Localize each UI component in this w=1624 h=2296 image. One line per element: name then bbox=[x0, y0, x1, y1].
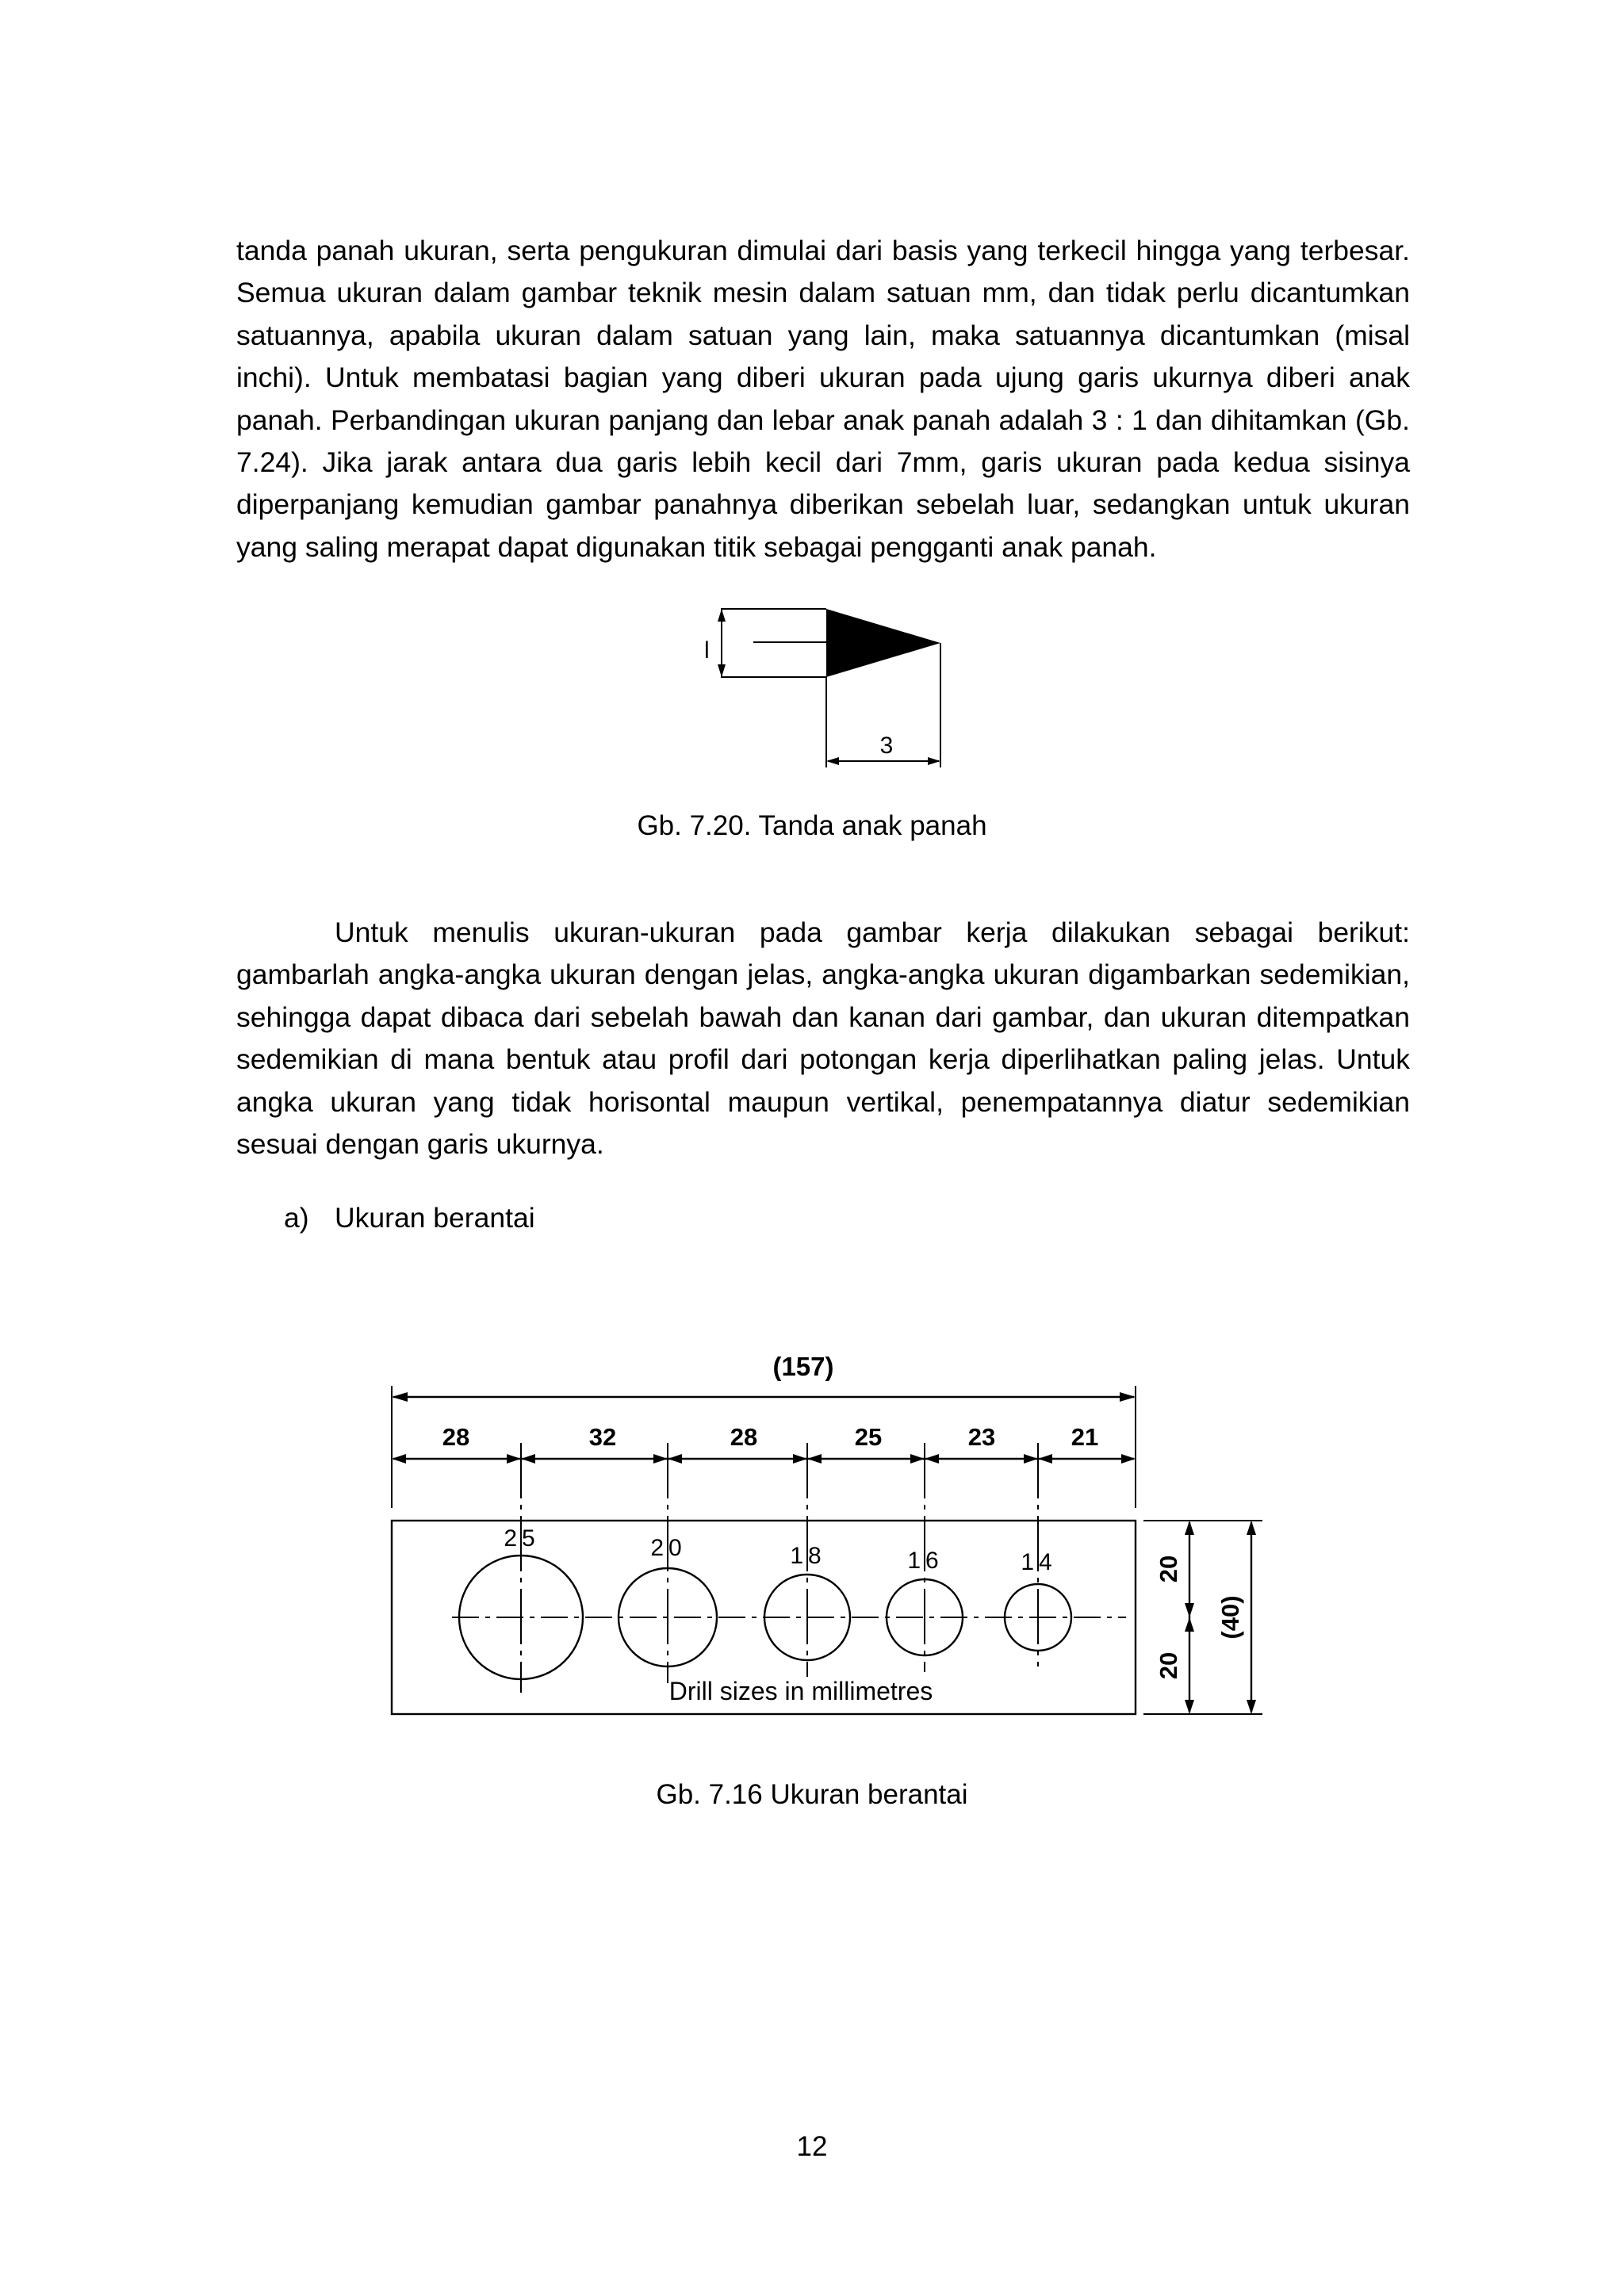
list-item-chain-dimension bbox=[284, 1199, 535, 1237]
hole-diameter-label: 16 bbox=[907, 1548, 944, 1574]
overall-arrow-left bbox=[392, 1392, 408, 1402]
length-arrow-right bbox=[928, 757, 940, 765]
height-arrow bbox=[1185, 1700, 1194, 1714]
overall-height-label: (40) bbox=[1216, 1595, 1244, 1640]
chain-arrow bbox=[1024, 1454, 1038, 1464]
height-dimension-label: 20 bbox=[1155, 1651, 1182, 1680]
chain-arrow bbox=[793, 1454, 807, 1464]
chain-arrow bbox=[807, 1454, 822, 1464]
chain-arrow bbox=[653, 1454, 668, 1464]
chain-dimension-label: 28 bbox=[730, 1423, 758, 1451]
overall-height-arrow bbox=[1247, 1521, 1256, 1535]
list-item-text: Ukuran berantai bbox=[335, 1202, 535, 1234]
width-label: l bbox=[704, 637, 710, 664]
chain-dimension-label: 21 bbox=[1071, 1423, 1099, 1451]
width-arrow-bottom bbox=[718, 664, 726, 677]
chain-arrow bbox=[668, 1454, 682, 1464]
hole-diameter-label: 25 bbox=[504, 1525, 540, 1552]
chain-dimension-label: 23 bbox=[967, 1423, 996, 1451]
chain-arrow bbox=[1038, 1454, 1052, 1464]
chain-dimension-figure bbox=[381, 1340, 1269, 1720]
figure-caption-arrow: Gb. 7.20. Tanda anak panah bbox=[637, 810, 987, 841]
overall-arrow-right bbox=[1120, 1392, 1136, 1402]
chain-dimension-label: 25 bbox=[854, 1423, 883, 1451]
width-arrow-top bbox=[718, 609, 726, 622]
overall-height-arrow bbox=[1247, 1700, 1256, 1714]
arrow-proportion-figure bbox=[682, 595, 952, 777]
chain-arrow bbox=[521, 1454, 535, 1464]
length-arrow-left bbox=[826, 757, 839, 765]
list-marker: a) bbox=[284, 1202, 309, 1234]
chain-arrow bbox=[925, 1454, 939, 1464]
chain-arrow bbox=[1121, 1454, 1136, 1464]
paragraph-writing-dimensions: Untuk menulis ukuran-ukuran pada gambar kerja dilakukan sebagai berikut: gambarlah angka-angka ukuran dengan jelas, angka-angka ukuran digambarkan sedemikian, sehingga dapat dibaca dari sebelah bawah dan kanan dari gambar, dan ukuran ditempatkan sedemikian di mana bentuk atau profil dari potongan kerja diperlihatkan paling jelas. Untuk angka ukuran yang tidak horisontal maupun vertikal, penempatannya diatur sedemikian sesuai dengan garis ukurnya. bbox=[236, 916, 1410, 1161]
chain-arrow bbox=[392, 1454, 406, 1464]
height-arrow bbox=[1185, 1603, 1194, 1617]
paragraph-dimension-arrows: tanda panah ukuran, serta pengukuran dimulai dari basis yang terkecil hingga yang terbesar. Semua ukuran dalam gambar teknik mesin dalam satuan mm, dan tidak perlu dicantumkan satuannya, apabila ukuran dalam satuan yang lain, maka satuannya dicantumkan (misal inchi). Untuk membatasi bagian yang diberi ukuran pada ujung garis ukurnya diberi anak panah. Perbandingan ukuran panjang dan lebar anak panah adalah 3 : 1 dan dihitamkan (Gb. 7.24). Jika jarak antara dua garis lebih kecil dari 7mm, garis ukuran pada kedua sisinya diperpanjang kemudian gambar panahnya diberikan sebelah luar, sedangkan untuk ukuran yang saling merapat dapat digunakan titik sebagai pengganti anak panah. bbox=[236, 235, 1410, 563]
figure-caption-chain: Gb. 7.16 Ukuran berantai bbox=[656, 1779, 968, 1810]
hole-diameter-label: 18 bbox=[790, 1543, 826, 1569]
height-arrow bbox=[1185, 1617, 1194, 1632]
hole-diameter-label: 14 bbox=[1021, 1549, 1057, 1575]
page-number: 12 bbox=[796, 2131, 828, 2162]
chain-dimension-label: 32 bbox=[588, 1423, 617, 1451]
chain-arrow bbox=[507, 1454, 521, 1464]
height-arrow bbox=[1185, 1521, 1194, 1535]
length-label: 3 bbox=[879, 733, 894, 759]
height-dimension-label: 20 bbox=[1155, 1555, 1182, 1583]
chain-arrow bbox=[910, 1454, 925, 1464]
chain-dimension-label: 28 bbox=[442, 1423, 470, 1451]
hole-diameter-label: 20 bbox=[650, 1535, 687, 1561]
filled-arrowhead bbox=[826, 609, 940, 677]
overall-dimension-label: (157) bbox=[772, 1352, 834, 1381]
drill-sizes-note: Drill sizes in millimetres bbox=[668, 1677, 933, 1705]
